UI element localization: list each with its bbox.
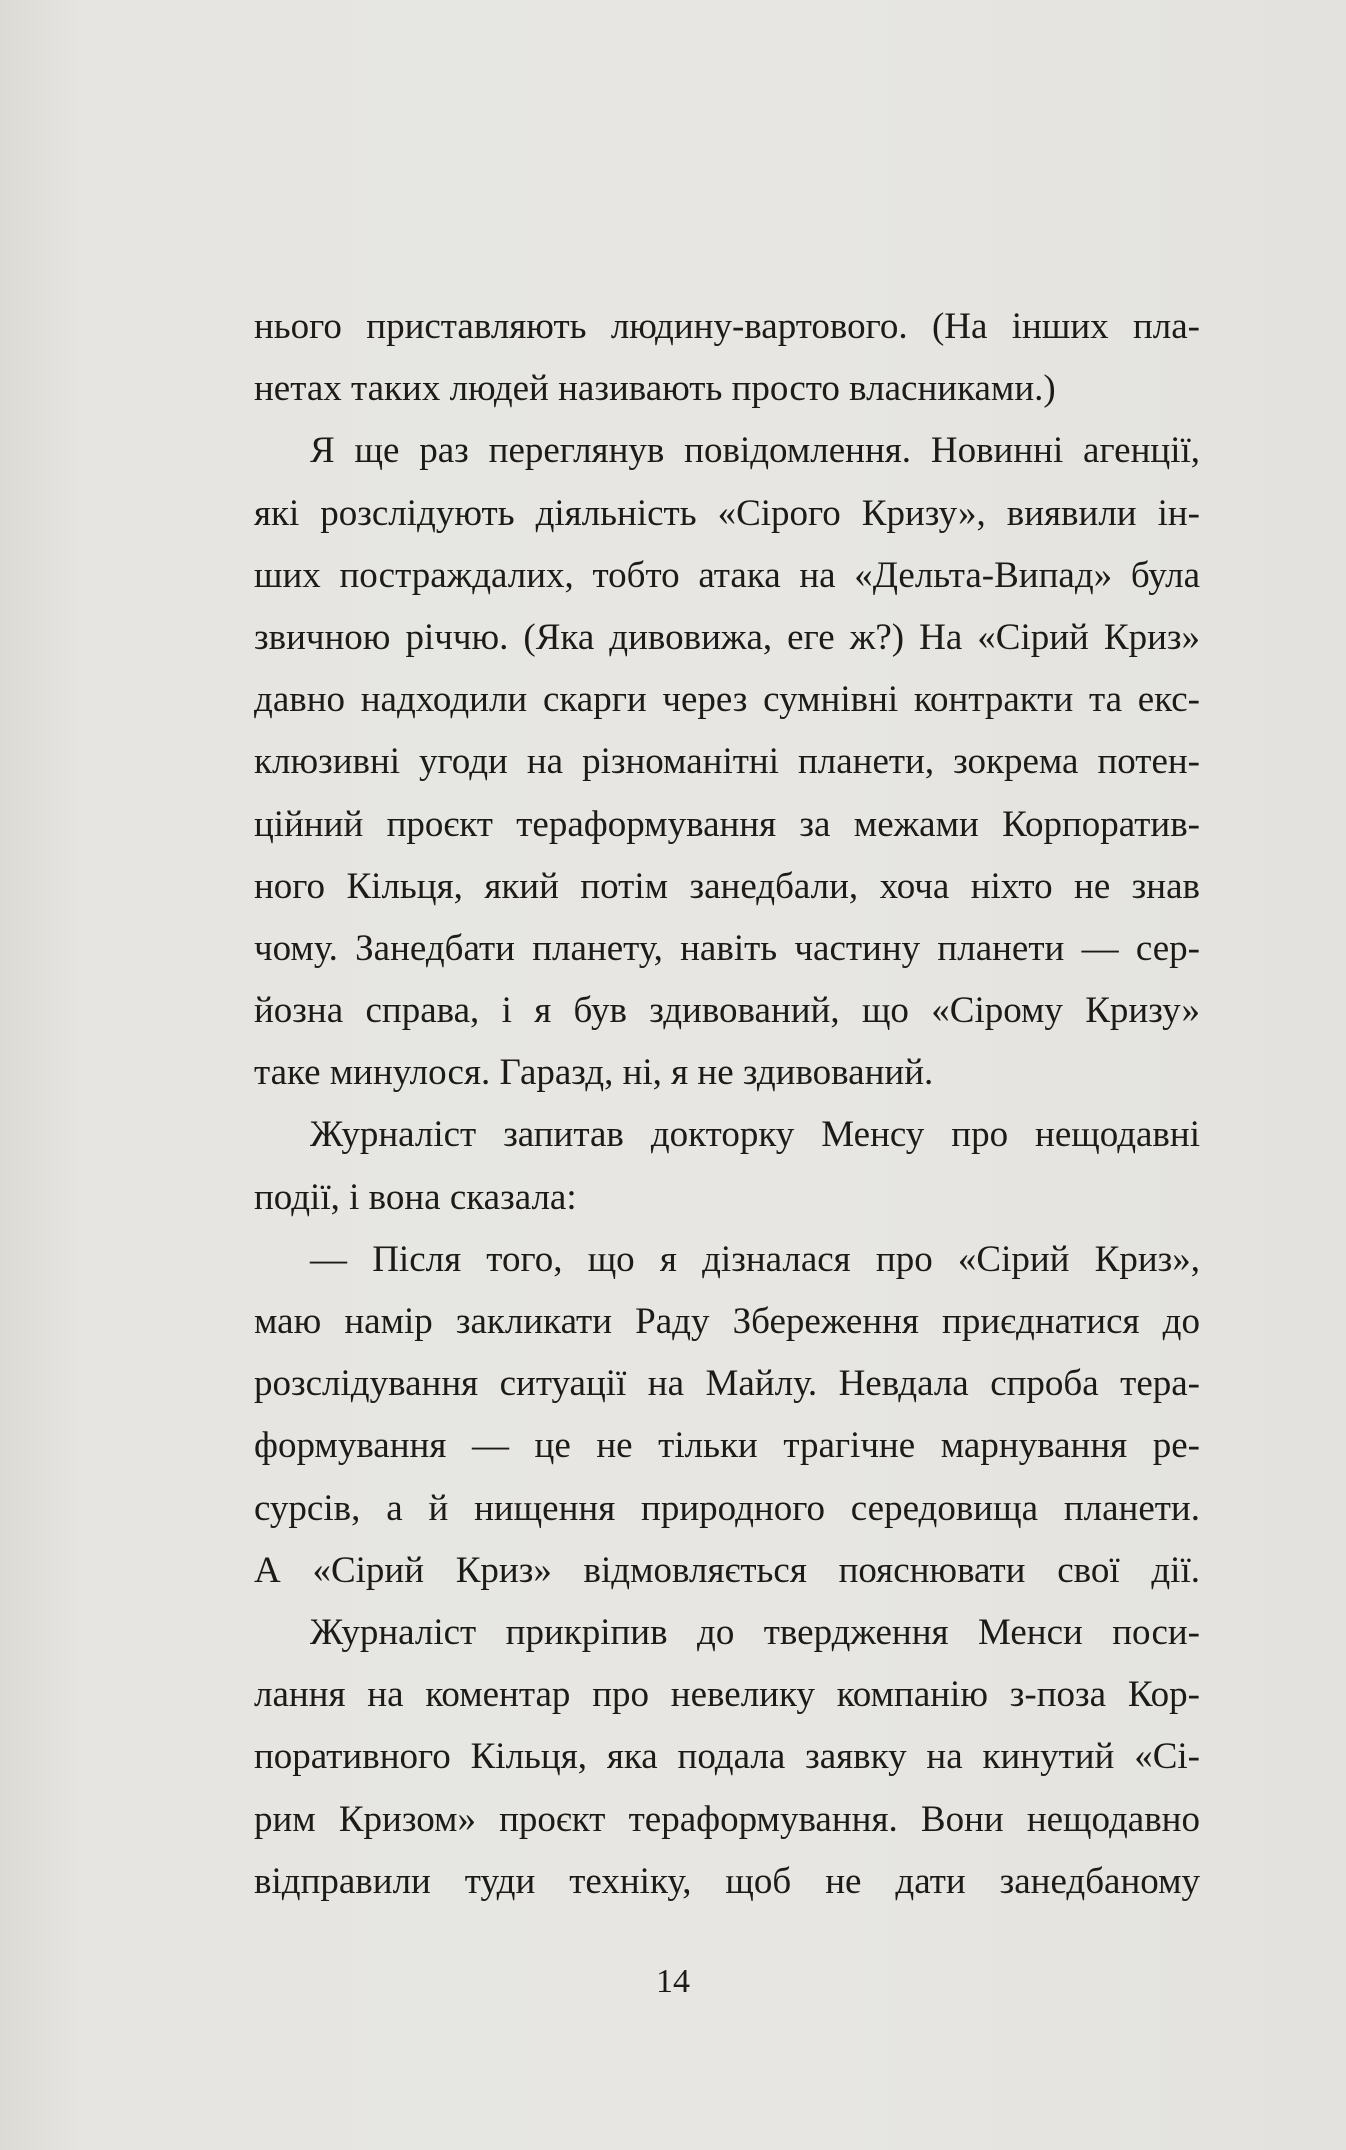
text-line: маю намір закликати Раду Збереження приєднатися до [254,1301,1200,1342]
text-line: Журналіст запитав докторку Менсу про нещодавні [310,1114,1200,1156]
text-line: Журналіст прикріпив до твердження Менси поси- [310,1611,1200,1653]
page-number: 14 [656,1963,690,2000]
text-line: звичною річчю. (Яка дивовижа, еге ж?) На «Сірий Криз» [254,616,1200,658]
text-line: лання на коментар про невелику компанію з-поза Кор- [254,1674,1200,1716]
text-line: сурсів, а й нищення природного середовища планети. [254,1487,1200,1529]
text-line: розслідування ситуації на Майлу. Невдала спроба тера- [254,1363,1200,1405]
text-line: ших постраждалих, тобто атака на «Дельта-Випад» була [254,554,1200,596]
text-line: — Після того, що я дізналася про «Сірий Криз», [310,1238,1200,1280]
text-line: давно надходили скарги через сумнівні контракти та екс- [254,679,1200,721]
text-line: А «Сірий Криз» відмовляється пояснювати свої дії. [254,1549,1200,1591]
text-line: таке минулося. Гаразд, ні, я не здивований. [254,1052,934,1094]
text-line: поративного Кільця, яка подала заявку на кинутий «Сі- [254,1736,1200,1778]
text-line: нетах таких людей називають просто власниками.) [254,368,1056,410]
text-line: нього приставляють людину-вартового. (На інших пла- [254,306,1200,347]
text-line: ційний проєкт тераформування за межами Корпоратив- [254,803,1200,845]
text-line: Я ще раз переглянув повідомлення. Новинні агенції, [310,430,1200,472]
body-text [254,296,1200,1913]
text-line: клюзивні угоди на різноманітні планети, зокрема потен- [254,741,1200,783]
text-line: події, і вона сказала: [254,1176,577,1218]
text-line: рим Кризом» проєкт тераформування. Вони нещодавно [254,1798,1200,1840]
text-line: відправили туди техніку, щоб не дати занедбаному [254,1860,1200,1902]
text-line: чому. Занедбати планету, навіть частину планети — сер- [254,927,1200,969]
text-line: йозна справа, і я був здивований, що «Сірому Кризу» [254,990,1200,1032]
text-line: які розслідують діяльність «Сірого Кризу», виявили ін- [254,492,1200,534]
text-line: ного Кільця, який потім занедбали, хоча ніхто не знав [254,865,1200,907]
text-line: формування — це не тільки трагічне марнування ре- [254,1425,1200,1467]
